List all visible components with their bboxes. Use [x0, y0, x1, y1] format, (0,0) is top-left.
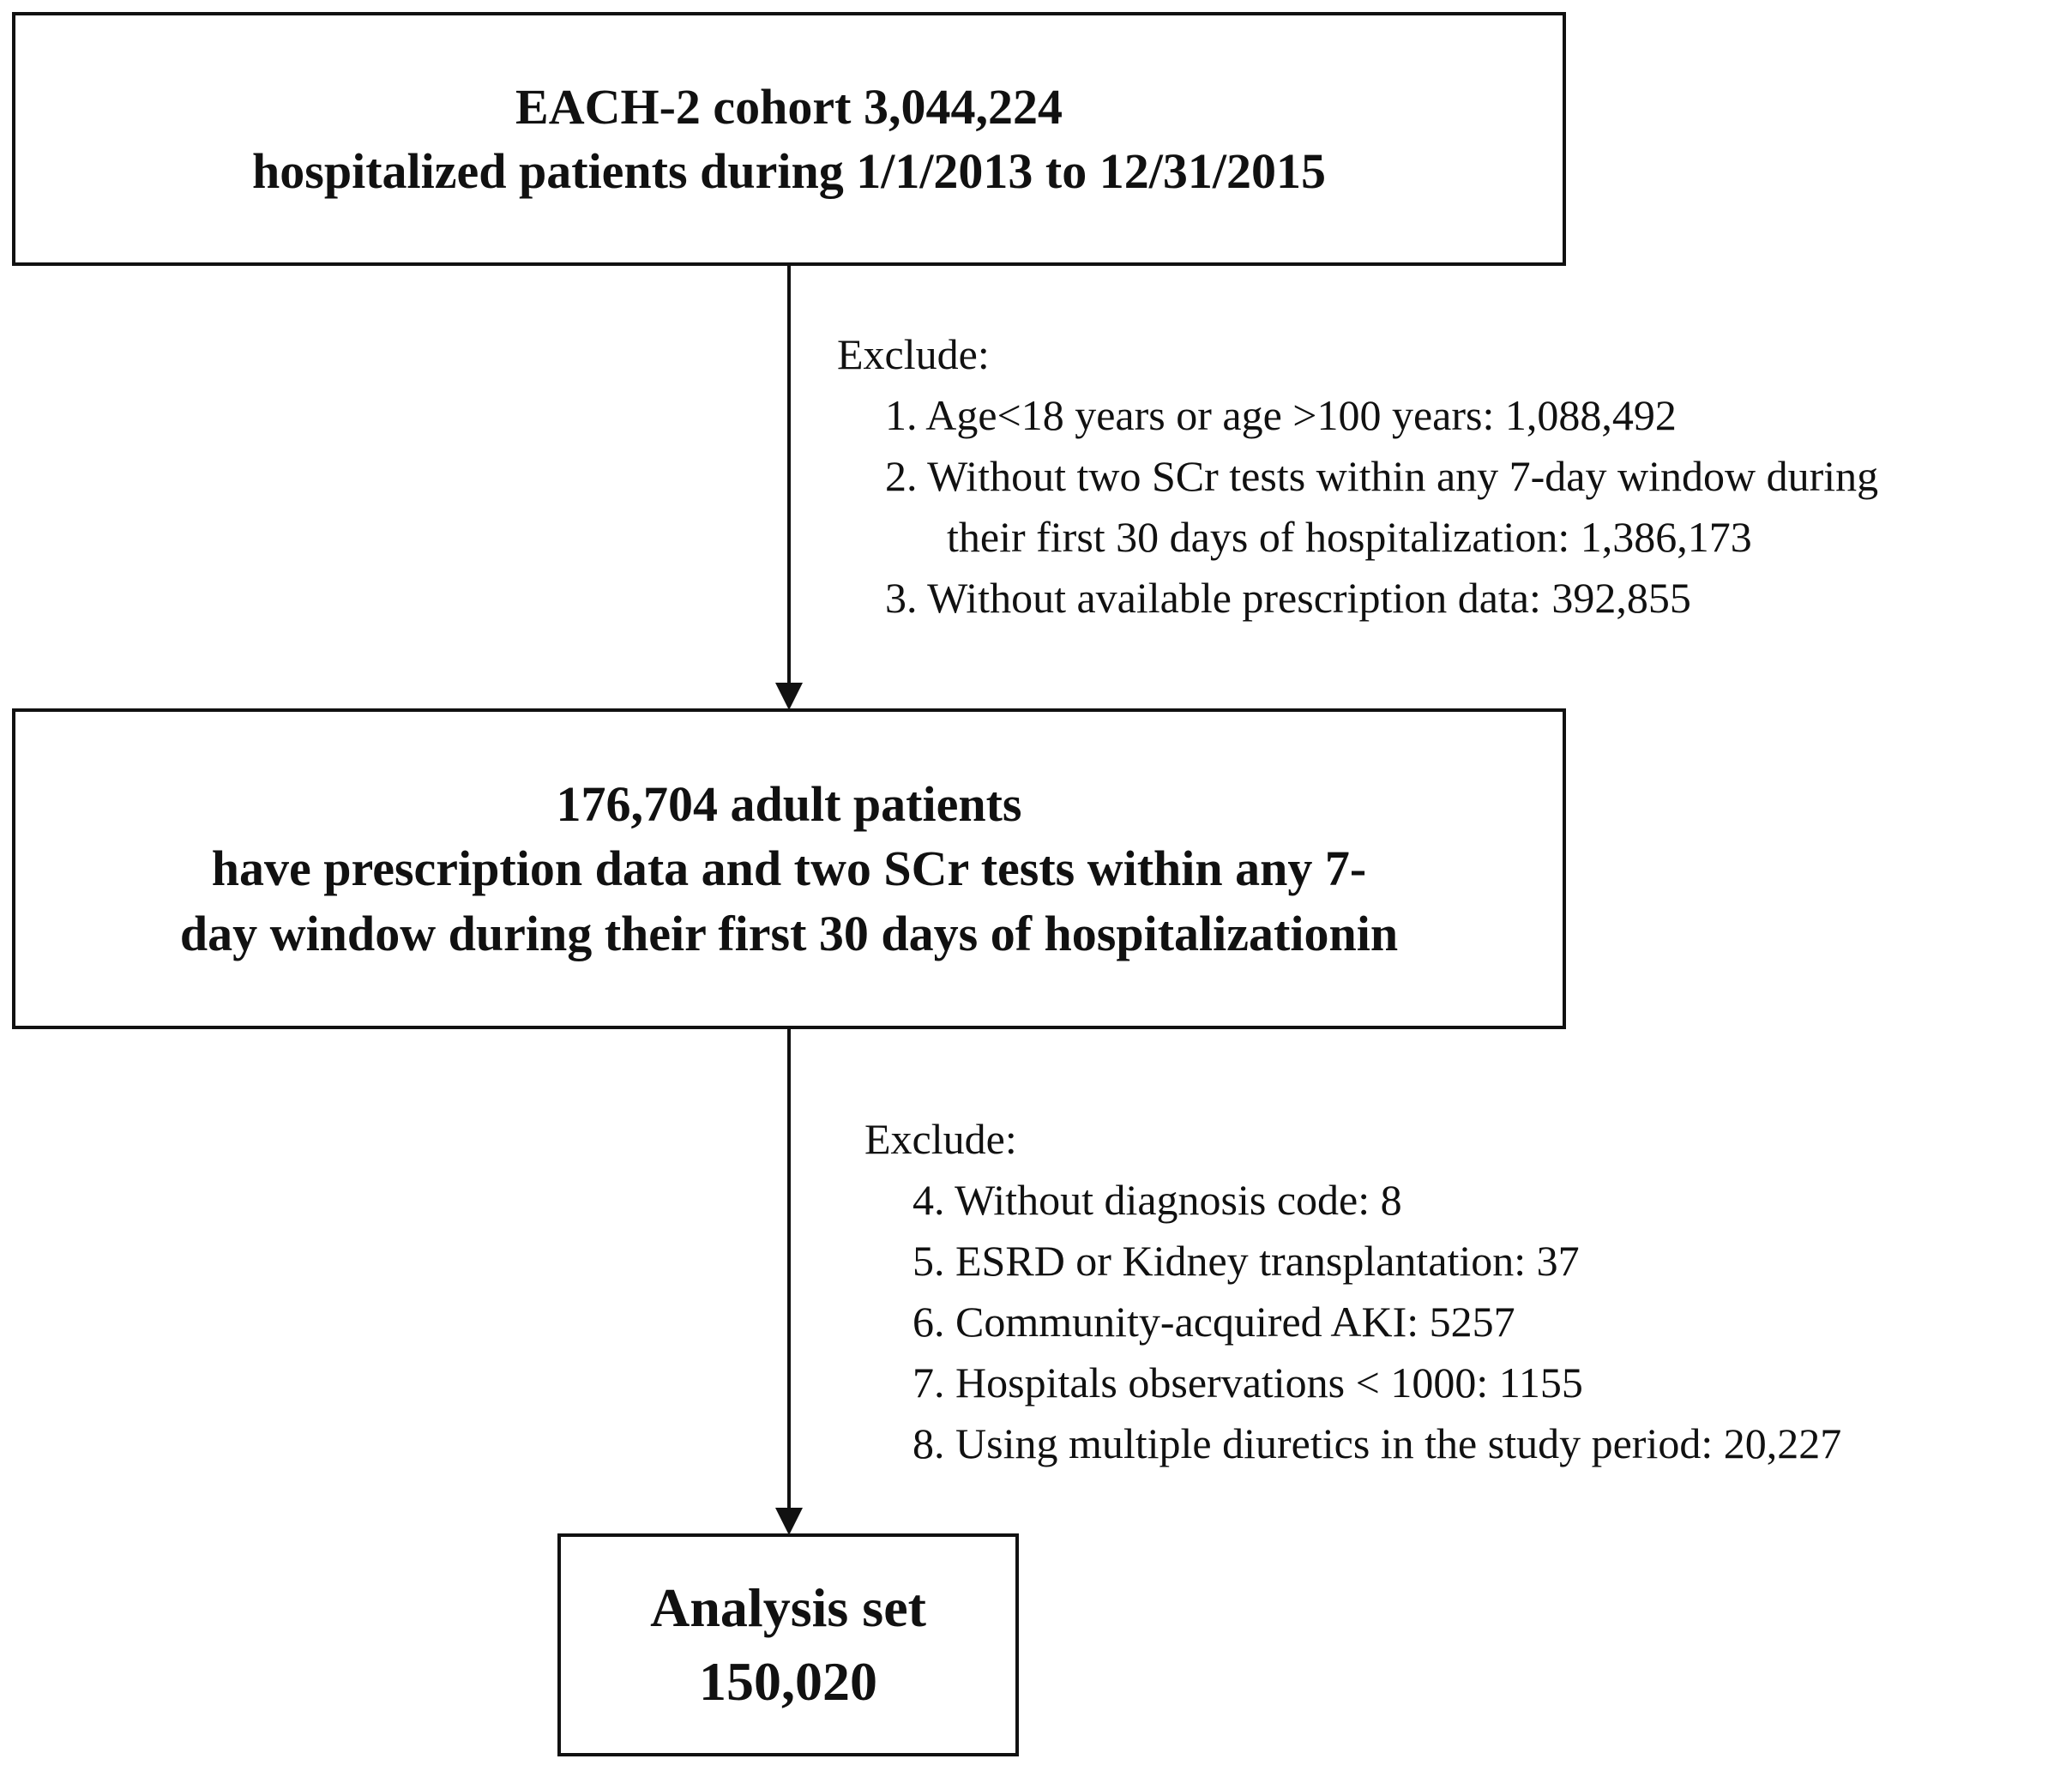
adult-patients-criteria-line-1: have prescription data and two SCr tests within any 7- [211, 840, 1367, 897]
analysis-set-count: 150,020 [699, 1651, 877, 1712]
arrow-adult-to-analysis [775, 1029, 803, 1535]
cohort-title: EACH-2 cohort 3,044,224 [515, 78, 1063, 135]
exclusion-item-8: 8. Using multiple diuretics in the study period: 20,227 [913, 1419, 1842, 1467]
exclusion-list-1 [837, 324, 1878, 629]
exclusion-item-4: 4. Without diagnosis code: 8 [913, 1176, 1402, 1224]
exclusion-item-5: 5. ESRD or Kidney transplantation: 37 [913, 1237, 1580, 1285]
arrow-cohort-to-adult [775, 266, 803, 710]
adult-patients-count: 176,704 adult patients [556, 775, 1022, 832]
exclusion-item-7: 7. Hospitals observations < 1000: 1155 [913, 1358, 1583, 1407]
analysis-set-title: Analysis set [650, 1576, 926, 1638]
analysis-set-box [557, 1533, 1019, 1756]
adult-patients-box [12, 708, 1566, 1029]
exclusion-item-2: 2. Without two SCr tests within any 7-day window during [885, 452, 1879, 500]
adult-patients-criteria-line-2: day window during their first 30 days of hospitalizationin [179, 905, 1399, 961]
exclusion-item-3: 3. Without available prescription data: 392,855 [885, 574, 1691, 622]
exclusion-item-6: 6. Community-acquired AKI: 5257 [913, 1298, 1515, 1346]
cohort-box [12, 12, 1566, 266]
exclusion-list-2 [864, 1109, 1841, 1474]
exclusion-item-2-continued: their first 30 days of hospitalization: 1,386,173 [947, 513, 1752, 561]
exclusion-item-1: 1. Age<18 years or age >100 years: 1,088,492 [885, 391, 1677, 439]
exclusion-heading: Exclude: [837, 330, 990, 378]
cohort-description: hospitalized patients during 1/1/2013 to 12/31/2015 [252, 143, 1326, 199]
exclusion-heading: Exclude: [864, 1115, 1017, 1163]
